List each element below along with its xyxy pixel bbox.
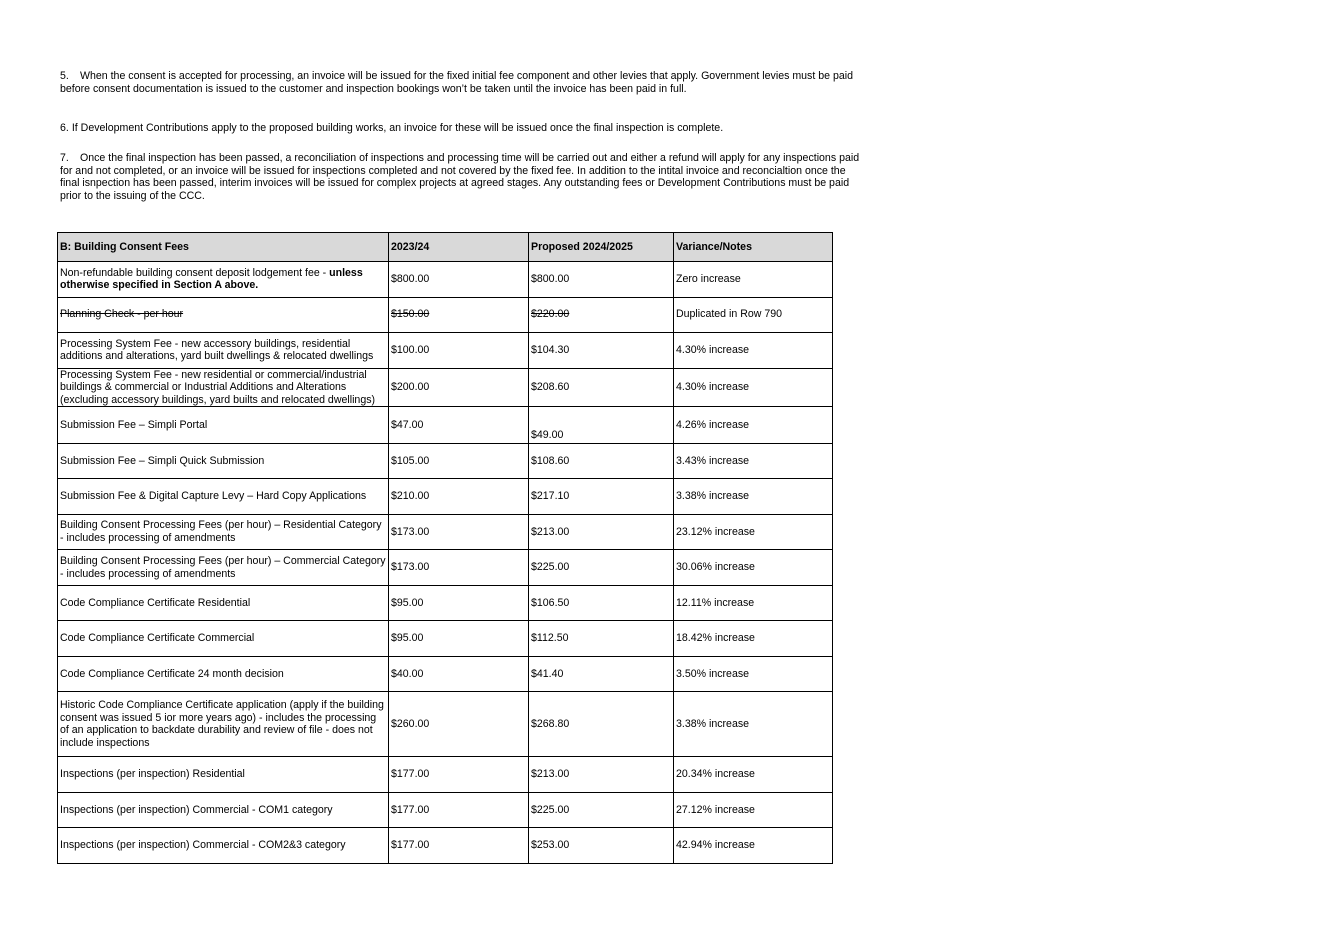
variance-notes: 3.43% increase [674, 443, 833, 479]
header-variance-notes: Variance/Notes [674, 233, 833, 262]
variance-notes: 27.12% increase [674, 792, 833, 828]
table-row [58, 656, 833, 692]
fee-2023-24: $105.00 [389, 443, 529, 479]
fee-proposed-2024-2025: $217.10 [529, 479, 674, 515]
fee-item-bold-text: unless otherwise specified in Section A above. [60, 266, 363, 292]
fee-item: Historic Code Compliance Certificate application (apply if the building consent was issued 5 ior more years ago) - includes the processing of an application to backdate durability and review of file - does not include inspections [58, 692, 389, 757]
fee-proposed-2024-2025: $800.00 [529, 262, 674, 298]
table-row [58, 828, 833, 864]
header-item: B: Building Consent Fees [58, 233, 389, 262]
table-row [58, 585, 833, 621]
fee-2023-24: $800.00 [389, 262, 529, 298]
fee-2023-24: $210.00 [389, 479, 529, 515]
fee-item: Submission Fee – Simpli Portal [58, 407, 389, 444]
variance-notes: 3.38% increase [674, 479, 833, 515]
table-row [58, 262, 833, 298]
fee-2023-24: $173.00 [389, 550, 529, 586]
table-row [58, 368, 833, 407]
table-row [58, 621, 833, 657]
fee-proposed-2024-2025: $213.00 [529, 757, 674, 793]
variance-notes: 4.26% increase [674, 407, 833, 444]
building-consent-fees-table [57, 232, 833, 864]
fee-2023-24: $95.00 [389, 621, 529, 657]
fee-proposed-2024-2025: $41.40 [529, 656, 674, 692]
fee-proposed-2024-2025: $225.00 [529, 550, 674, 586]
fee-item: Building Consent Processing Fees (per hour) – Residential Category - includes processing of amendments [58, 514, 389, 550]
paragraph-number: 5. [60, 70, 69, 82]
fee-item: Processing System Fee - new residential or commercial/industrial buildings & commercial or Industrial Additions and Alterations (excluding accessory buildings, yard builts and relocated dwellings) [58, 368, 389, 407]
fee-proposed-2024-2025: $213.00 [529, 514, 674, 550]
fee-item: Submission Fee – Simpli Quick Submission [58, 443, 389, 479]
paragraph-text: Once the final inspection has been passed, a reconciliation of inspections and processing time will be carried out and either a refund will apply for any inspections paid for and not completed, or an invoice will be issued for inspections completed and not covered by the fixed fee. In addition to the intital invoice and reconcialtion once the final isnpection has been passed, interim invoices will be issued for complex projects at agreed stages. Any outstanding fees or Development Contributions must be paid prior to the issuing of the CCC. [60, 152, 860, 202]
fee-2023-24: $40.00 [389, 656, 529, 692]
fee-item-text: Non-refundable building consent deposit lodgement fee - [60, 266, 330, 279]
variance-notes: 4.30% increase [674, 368, 833, 407]
fee-proposed-2024-2025: $106.50 [529, 585, 674, 621]
fee-item: Planning Check - per hour [58, 297, 389, 333]
paragraph-6 [60, 122, 860, 135]
table-row [58, 550, 833, 586]
fee-item: Inspections (per inspection) Commercial - COM1 category [58, 792, 389, 828]
fee-2023-24: $260.00 [389, 692, 529, 757]
paragraph-number: 6. [60, 122, 69, 134]
fee-2023-24: $150.00 [389, 297, 529, 333]
fee-2023-24: $47.00 [389, 407, 529, 444]
paragraph-number: 7. [60, 152, 69, 164]
fee-2023-24: $100.00 [389, 333, 529, 369]
paragraph-text: If Development Contributions apply to the proposed building works, an invoice for these will be issued once the final inspection is complete. [71, 122, 724, 134]
fee-item: Code Compliance Certificate Residential [58, 585, 389, 621]
fee-item: Code Compliance Certificate 24 month decision [58, 656, 389, 692]
paragraph-text: When the consent is accepted for processing, an invoice will be issued for the fixed initial fee component and other levies that apply. Government levies must be paid before consent documentation is issued to the customer and inspection bookings won’t be taken until the invoice has been paid in full. [60, 70, 853, 95]
fee-item: Building Consent Processing Fees (per hour) – Commercial Category - includes processing of amendments [58, 550, 389, 586]
paragraph-7 [60, 152, 860, 202]
variance-notes: 3.38% increase [674, 692, 833, 757]
fee-2023-24: $173.00 [389, 514, 529, 550]
fee-proposed-2024-2025: $225.00 [529, 792, 674, 828]
fee-proposed-2024-2025: $49.00 [529, 407, 674, 444]
header-proposed-2024-2025: Proposed 2024/2025 [529, 233, 674, 262]
fee-2023-24: $200.00 [389, 368, 529, 407]
fee-2023-24: $177.00 [389, 792, 529, 828]
table-header-row [58, 233, 833, 262]
fee-proposed-2024-2025: $112.50 [529, 621, 674, 657]
fee-proposed-2024-2025: $108.60 [529, 443, 674, 479]
fee-item: Inspections (per inspection) Commercial - COM2&3 category [58, 828, 389, 864]
fee-proposed-2024-2025: $253.00 [529, 828, 674, 864]
table-row [58, 443, 833, 479]
table-row [58, 407, 833, 444]
fee-2023-24: $95.00 [389, 585, 529, 621]
variance-notes: 12.11% increase [674, 585, 833, 621]
table-row [58, 333, 833, 369]
header-2023-24: 2023/24 [389, 233, 529, 262]
table-row [58, 692, 833, 757]
fee-item: Inspections (per inspection) Residential [58, 757, 389, 793]
fee-proposed-2024-2025: $268.80 [529, 692, 674, 757]
variance-notes: 3.50% increase [674, 656, 833, 692]
fee-item: Code Compliance Certificate Commercial [58, 621, 389, 657]
fee-proposed-2024-2025: $208.60 [529, 368, 674, 407]
fee-2023-24: $177.00 [389, 828, 529, 864]
fee-item: Processing System Fee - new accessory buildings, residential additions and alterations, yard built dwellings & relocated dwellings [58, 333, 389, 369]
fee-item [58, 262, 389, 298]
fee-item: Submission Fee & Digital Capture Levy – Hard Copy Applications [58, 479, 389, 515]
variance-notes: 30.06% increase [674, 550, 833, 586]
table-row [58, 757, 833, 793]
table-row [58, 479, 833, 515]
paragraph-5 [60, 70, 860, 95]
variance-notes: 23.12% increase [674, 514, 833, 550]
variance-notes: Duplicated in Row 790 [674, 297, 833, 333]
table-row [58, 514, 833, 550]
variance-notes: 20.34% increase [674, 757, 833, 793]
fee-proposed-2024-2025: $104.30 [529, 333, 674, 369]
variance-notes: 42.94% increase [674, 828, 833, 864]
variance-notes: 4.30% increase [674, 333, 833, 369]
fee-2023-24: $177.00 [389, 757, 529, 793]
variance-notes: 18.42% increase [674, 621, 833, 657]
variance-notes: Zero increase [674, 262, 833, 298]
fee-proposed-2024-2025: $220.00 [529, 297, 674, 333]
table-row [58, 297, 833, 333]
table-row [58, 792, 833, 828]
